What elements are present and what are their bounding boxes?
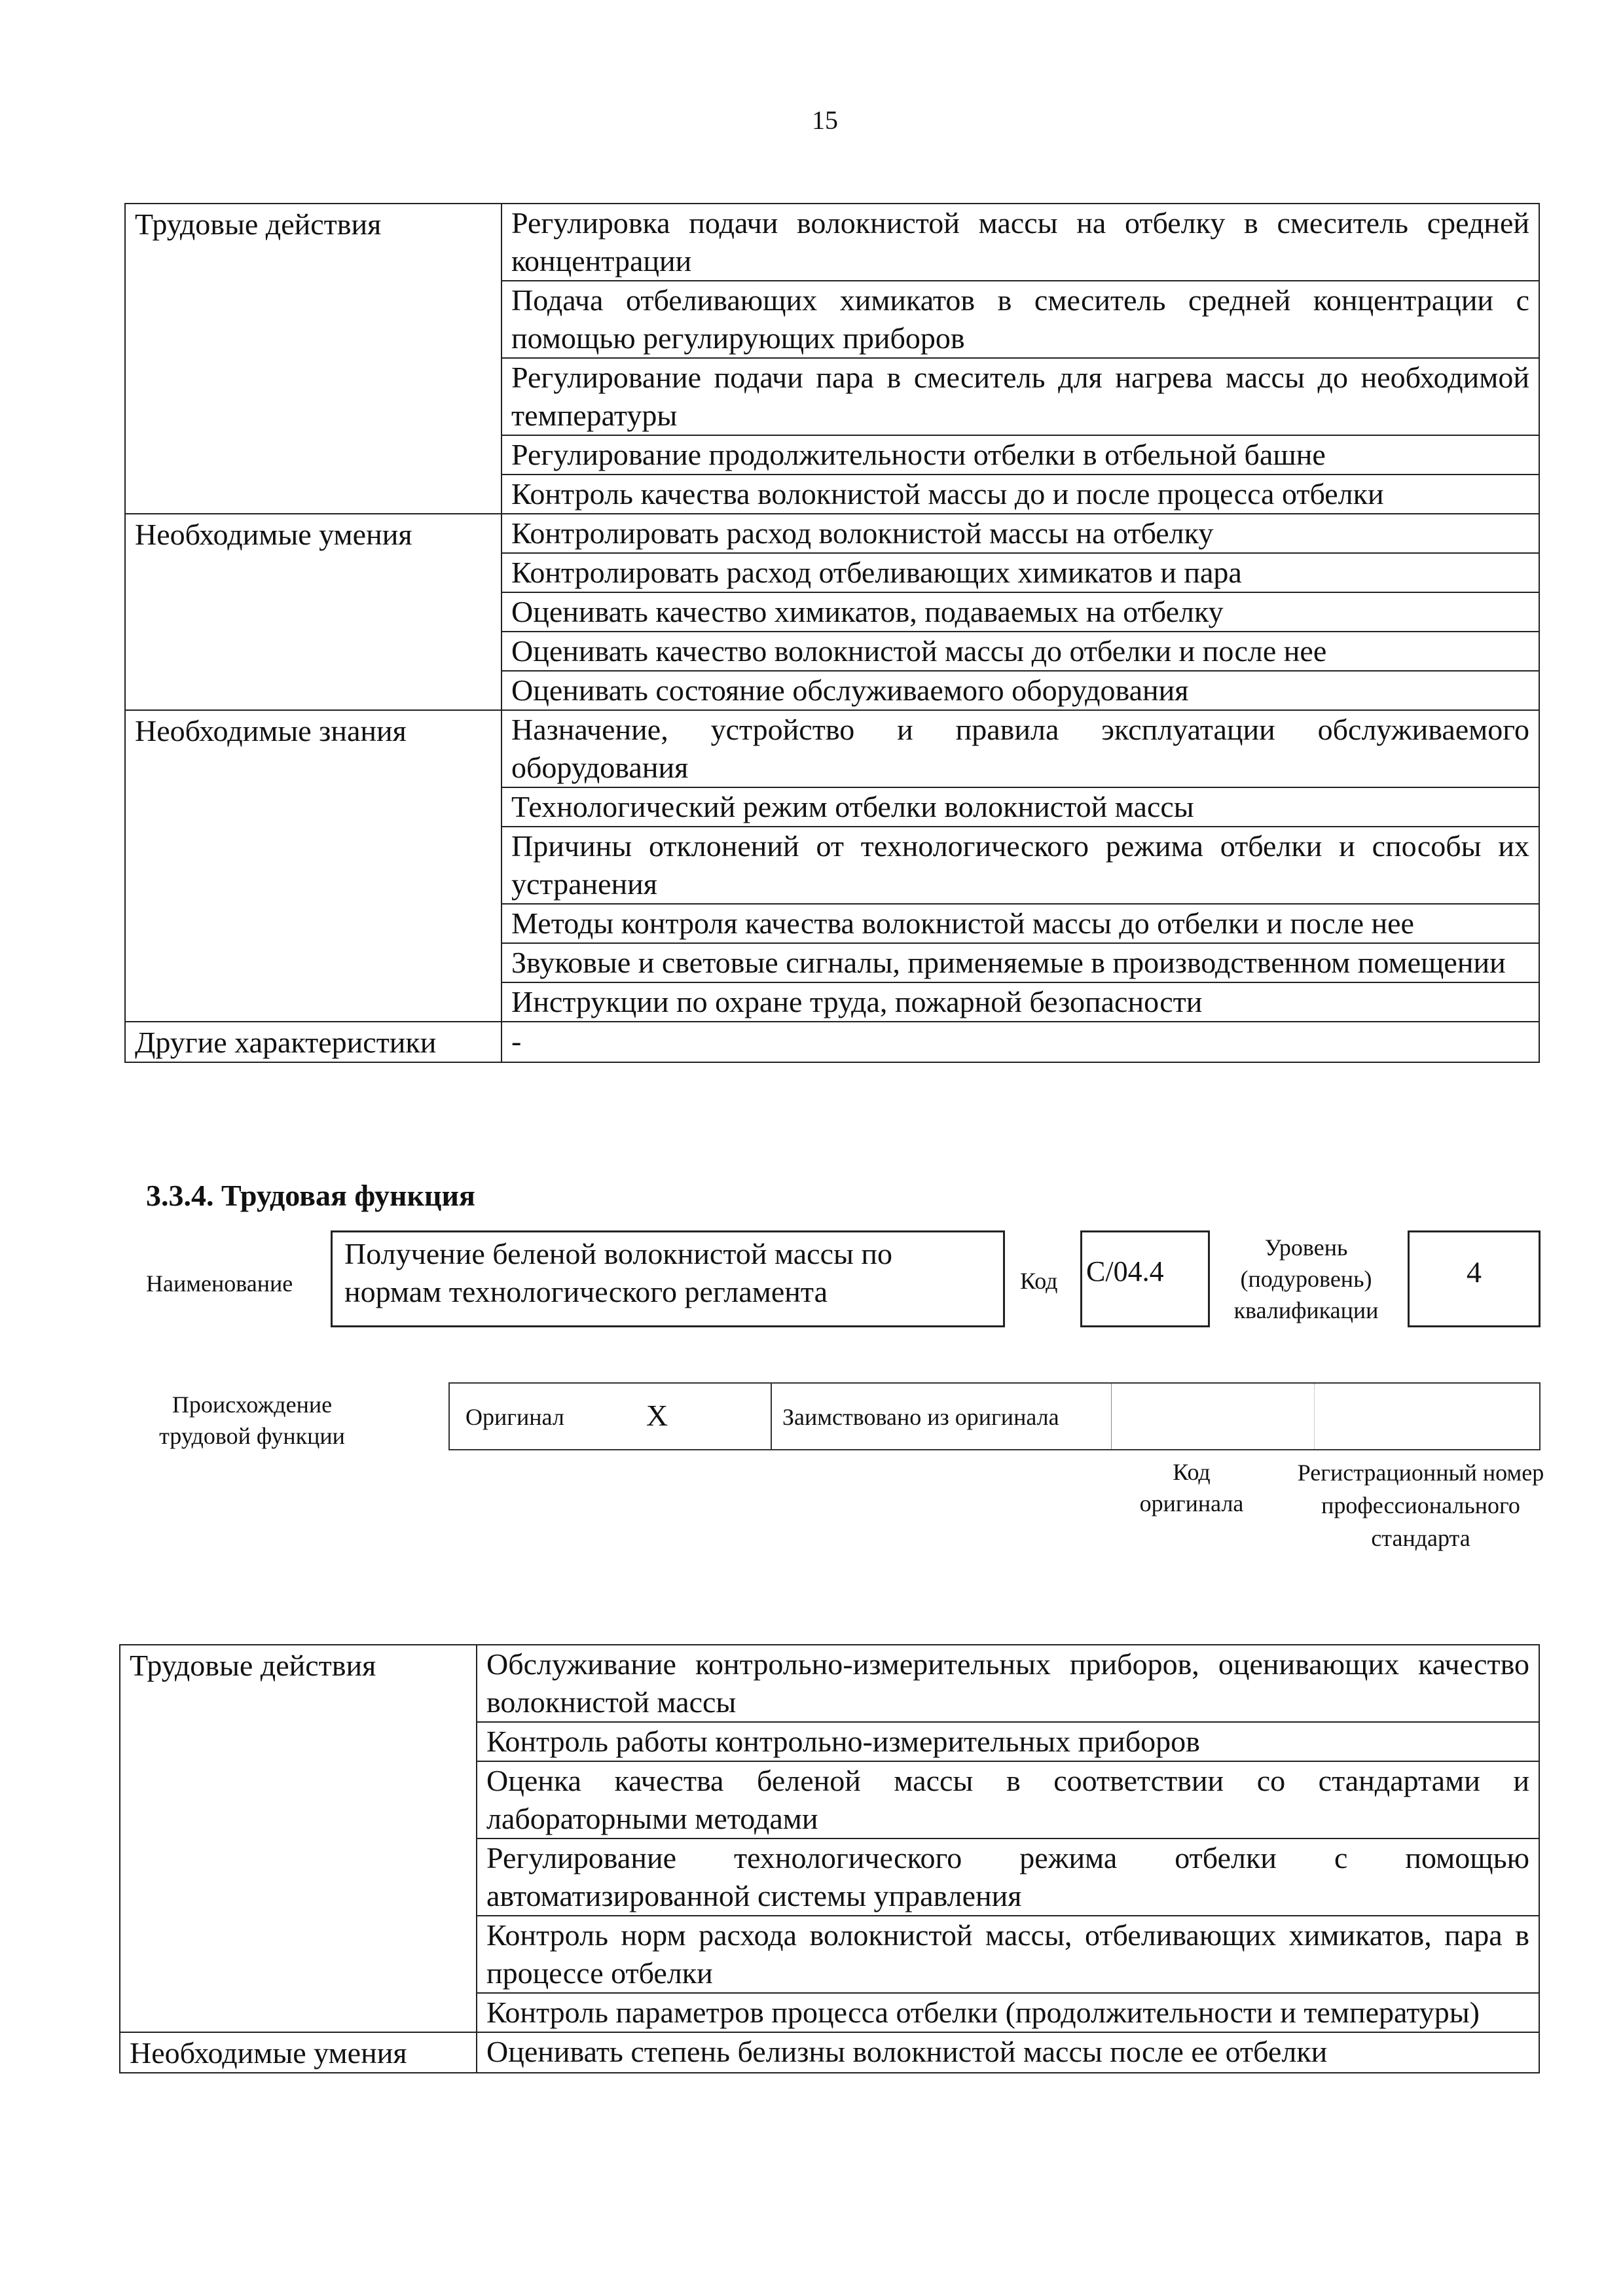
- group-label: Трудовые действия: [120, 1645, 477, 2032]
- group-item: Звуковые и световые сигналы, применяемые в производственном помещении: [501, 943, 1539, 982]
- group-item: Оценивать степень белизны волокнистой массы после ее отбелки: [477, 2032, 1539, 2073]
- level-value: 4: [1467, 1255, 1482, 1289]
- group-item: Регулировка подачи волокнистой массы на отбелку в смеситель средней концентрации: [501, 204, 1539, 281]
- group-label: Трудовые действия: [125, 204, 501, 514]
- original-label: Оригинал: [465, 1404, 564, 1430]
- borrowed-label: Заимствовано из оригинала: [782, 1404, 1059, 1430]
- table-row: [125, 204, 1539, 281]
- group-item: Контроль параметров процесса отбелки (продолжительности и температуры): [477, 1993, 1539, 2032]
- code-value-box: [1080, 1230, 1210, 1327]
- reg-number-caption: Регистрационный номер профессионального стандарта: [1297, 1460, 1544, 1551]
- group-label: Другие характеристики: [125, 1022, 501, 1062]
- group-item: Контроль работы контрольно-измерительных приборов: [477, 1722, 1539, 1761]
- origin-original-cell: [450, 1384, 772, 1449]
- name-value: Получение беленой волокнистой массы по нормам технологического регламента: [344, 1237, 893, 1308]
- group-item: Оценивать качество химикатов, подаваемых на отбелку: [501, 592, 1539, 632]
- level-value-box: [1408, 1230, 1541, 1327]
- group-item: Оценка качества беленой массы в соответствии со стандартами и лабораторными методами: [477, 1761, 1539, 1839]
- group-item: Контроль качества волокнистой массы до и после процесса отбелки: [501, 475, 1539, 514]
- group-item: Контролировать расход отбеливающих химикатов и пара: [501, 553, 1539, 592]
- group-item: Технологический режим отбелки волокнистой массы: [501, 787, 1539, 827]
- table-row: [120, 2032, 1539, 2073]
- labor-function-table-2: [119, 1644, 1540, 2073]
- group-item: Назначение, устройство и правила эксплуатации обслуживаемого оборудования: [501, 710, 1539, 787]
- origin-code-cell: [1111, 1384, 1315, 1449]
- origin-row: [448, 1382, 1541, 1450]
- origin-reg-cell: [1314, 1384, 1539, 1449]
- group-item: Контроль норм расхода волокнистой массы, отбеливающих химикатов, пара в процессе отбелки: [477, 1916, 1539, 1993]
- table-row: [125, 1022, 1539, 1062]
- code-original-caption: Код оригинала: [1139, 1459, 1244, 1516]
- group-item: Методы контроля качества волокнистой массы до отбелки и после нее: [501, 904, 1539, 943]
- group-item: Инструкции по охране труда, пожарной безопасности: [501, 982, 1539, 1022]
- group-label: Необходимые знания: [125, 710, 501, 1022]
- group-item: Обслуживание контрольно-измерительных приборов, оценивающих качество волокнистой массы: [477, 1645, 1539, 1722]
- group-item: Регулирование продолжительности отбелки в отбельной башне: [501, 435, 1539, 475]
- labor-function-table-1: [124, 203, 1540, 1063]
- section-title: 3.3.4. Трудовая функция: [146, 1179, 475, 1212]
- group-item: Регулирование технологического режима отбелки с помощью автоматизированной системы управления: [477, 1839, 1539, 1916]
- name-value-box: [331, 1230, 1005, 1327]
- group-item: -: [501, 1022, 1539, 1062]
- group-label: Необходимые умения: [120, 2032, 477, 2073]
- group-item: Подача отбеливающих химикатов в смеситель средней концентрации с помощью регулирующих приборов: [501, 281, 1539, 358]
- group-item: Контролировать расход волокнистой массы на отбелку: [501, 514, 1539, 553]
- group-item: Причины отклонений от технологического режима отбелки и способы их устранения: [501, 827, 1539, 904]
- group-item: Оценивать качество волокнистой массы до отбелки и после нее: [501, 632, 1539, 671]
- origin-label: Происхождение трудовой функции: [159, 1391, 345, 1449]
- page-number: 15: [812, 105, 838, 135]
- original-mark: X: [646, 1399, 668, 1432]
- origin-borrowed-cell: [771, 1384, 1112, 1449]
- name-label: Наименование: [146, 1270, 293, 1297]
- table-row: [125, 514, 1539, 553]
- level-label: Уровень (подуровень) квалификации: [1233, 1234, 1379, 1323]
- code-value: C/04.4: [1086, 1255, 1164, 1287]
- code-label: Код: [1020, 1268, 1058, 1294]
- table-row: [125, 710, 1539, 787]
- group-item: Регулирование подачи пара в смеситель для нагрева массы до необходимой температуры: [501, 358, 1539, 435]
- table-row: [120, 1645, 1539, 1722]
- group-label: Необходимые умения: [125, 514, 501, 710]
- group-item: Оценивать состояние обслуживаемого оборудования: [501, 671, 1539, 710]
